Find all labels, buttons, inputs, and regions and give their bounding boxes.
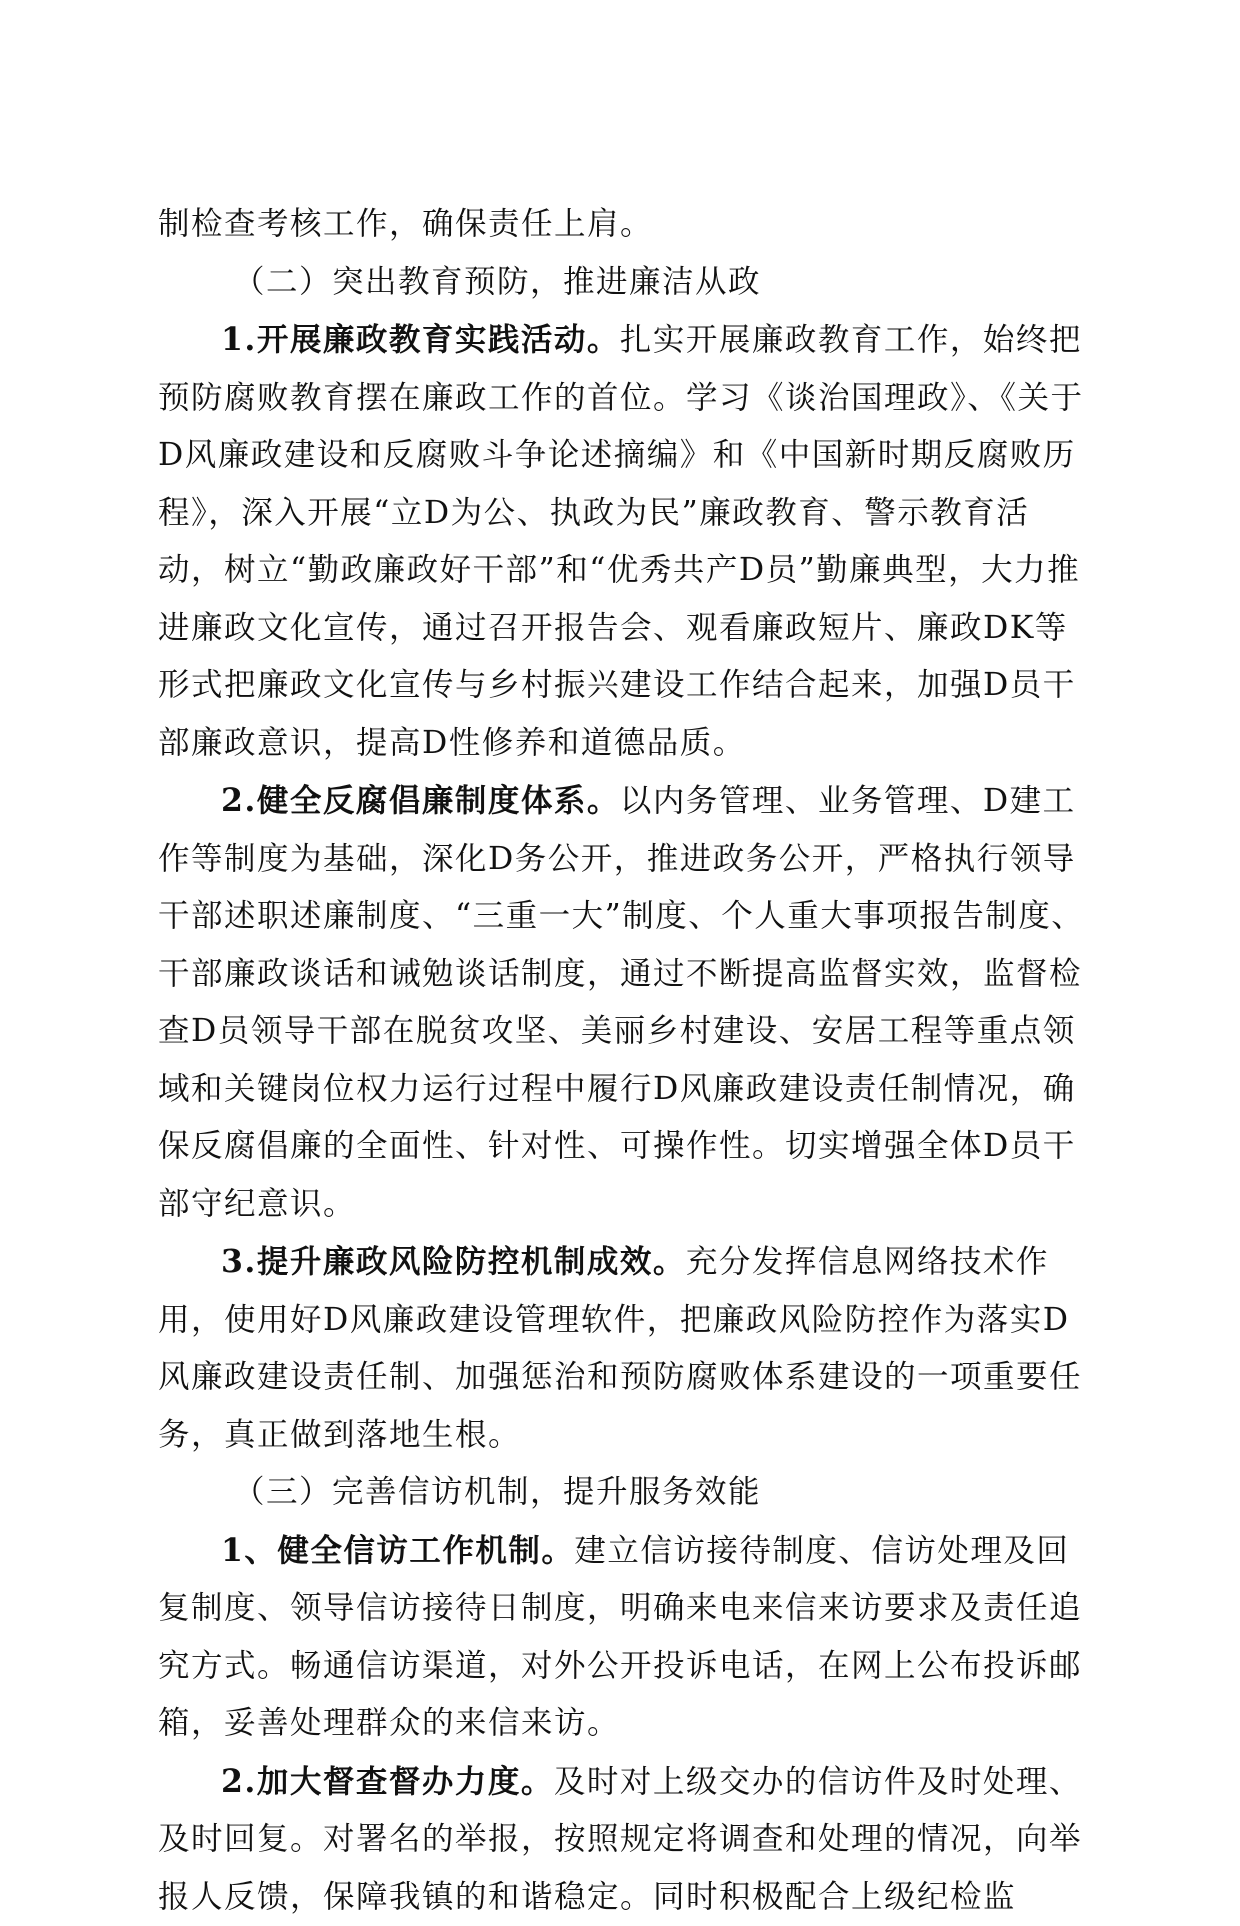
section-2-heading: （二）突出教育预防，推进廉洁从政 bbox=[158, 254, 1088, 312]
document-body bbox=[158, 196, 1088, 1926]
section-2-item-1 bbox=[158, 311, 1088, 772]
section-3-item-2 bbox=[158, 1753, 1088, 1926]
item-lead: 1.开展廉政教育实践活动。 bbox=[221, 321, 620, 358]
opening-paragraph: 制检查考核工作，确保责任上肩。 bbox=[158, 196, 1088, 254]
section-2-item-2 bbox=[158, 772, 1088, 1233]
item-lead: 2.健全反腐倡廉制度体系。 bbox=[221, 782, 620, 819]
item-body: 建立信访接待制度、信访处理及回复制度、领导信访接待日制度，明确来电来信来访要求及责任追究方式。畅通信访渠道，对外公开投诉电话，在网上公布投诉邮箱，妥善处理群众的来信来访。 bbox=[158, 1533, 1082, 1742]
section-3-item-1 bbox=[158, 1522, 1088, 1753]
item-body: 充分发挥信息网络技术作用，使用好D风廉政建设管理软件，把廉政风险防控作为落实D风廉政建设责任制、加强惩治和预防腐败体系建设的一项重要任务，真正做到落地生根。 bbox=[158, 1244, 1082, 1453]
item-lead: 1、健全信访工作机制。 bbox=[221, 1532, 574, 1569]
item-body: 以内务管理、业务管理、D建工作等制度为基础，深化D务公开，推进政务公开，严格执行领导干部述职述廉制度、“三重一大”制度、个人重大事项报告制度、干部廉政谈话和诫勉谈话制度，通过不断提高监督实效，监督检查D员领导干部在脱贫攻坚、美丽乡村建设、安居工程等重点领域和关键岗位权力运行过程中履行D风廉政建设责任制情况，确保反腐倡廉的全面性、针对性、可操作性。切实增强全体D员干部守纪意识。 bbox=[158, 783, 1084, 1222]
item-body: 及时对上级交办的信访件及时处理、及时回复。对署名的举报，按照规定将调查和处理的情况，向举报人反馈，保障我镇的和谐稳定。同时积极配合上级纪检监 bbox=[158, 1764, 1082, 1915]
item-lead: 2.加大督查督办力度。 bbox=[221, 1763, 554, 1800]
section-3-heading: （三）完善信访机制，提升服务效能 bbox=[158, 1464, 1088, 1522]
item-lead: 3.提升廉政风险防控机制成效。 bbox=[221, 1243, 686, 1280]
item-body: 扎实开展廉政教育工作，始终把预防腐败教育摆在廉政工作的首位。学习《谈治国理政》、《关于D风廉政建设和反腐败斗争论述摘编》和《中国新时期反腐败历程》，深入开展“立D为公、执政为民”廉政教育、警示教育活动，树立“勤政廉政好干部”和“优秀共产D员”勤廉典型，大力推进廉政文化宣传，通过召开报告会、观看廉政短片、廉政DK等形式把廉政文化宣传与乡村振兴建设工作结合起来，加强D员干部廉政意识，提高D性修养和道德品质。 bbox=[158, 322, 1084, 761]
section-2-item-3 bbox=[158, 1233, 1088, 1464]
